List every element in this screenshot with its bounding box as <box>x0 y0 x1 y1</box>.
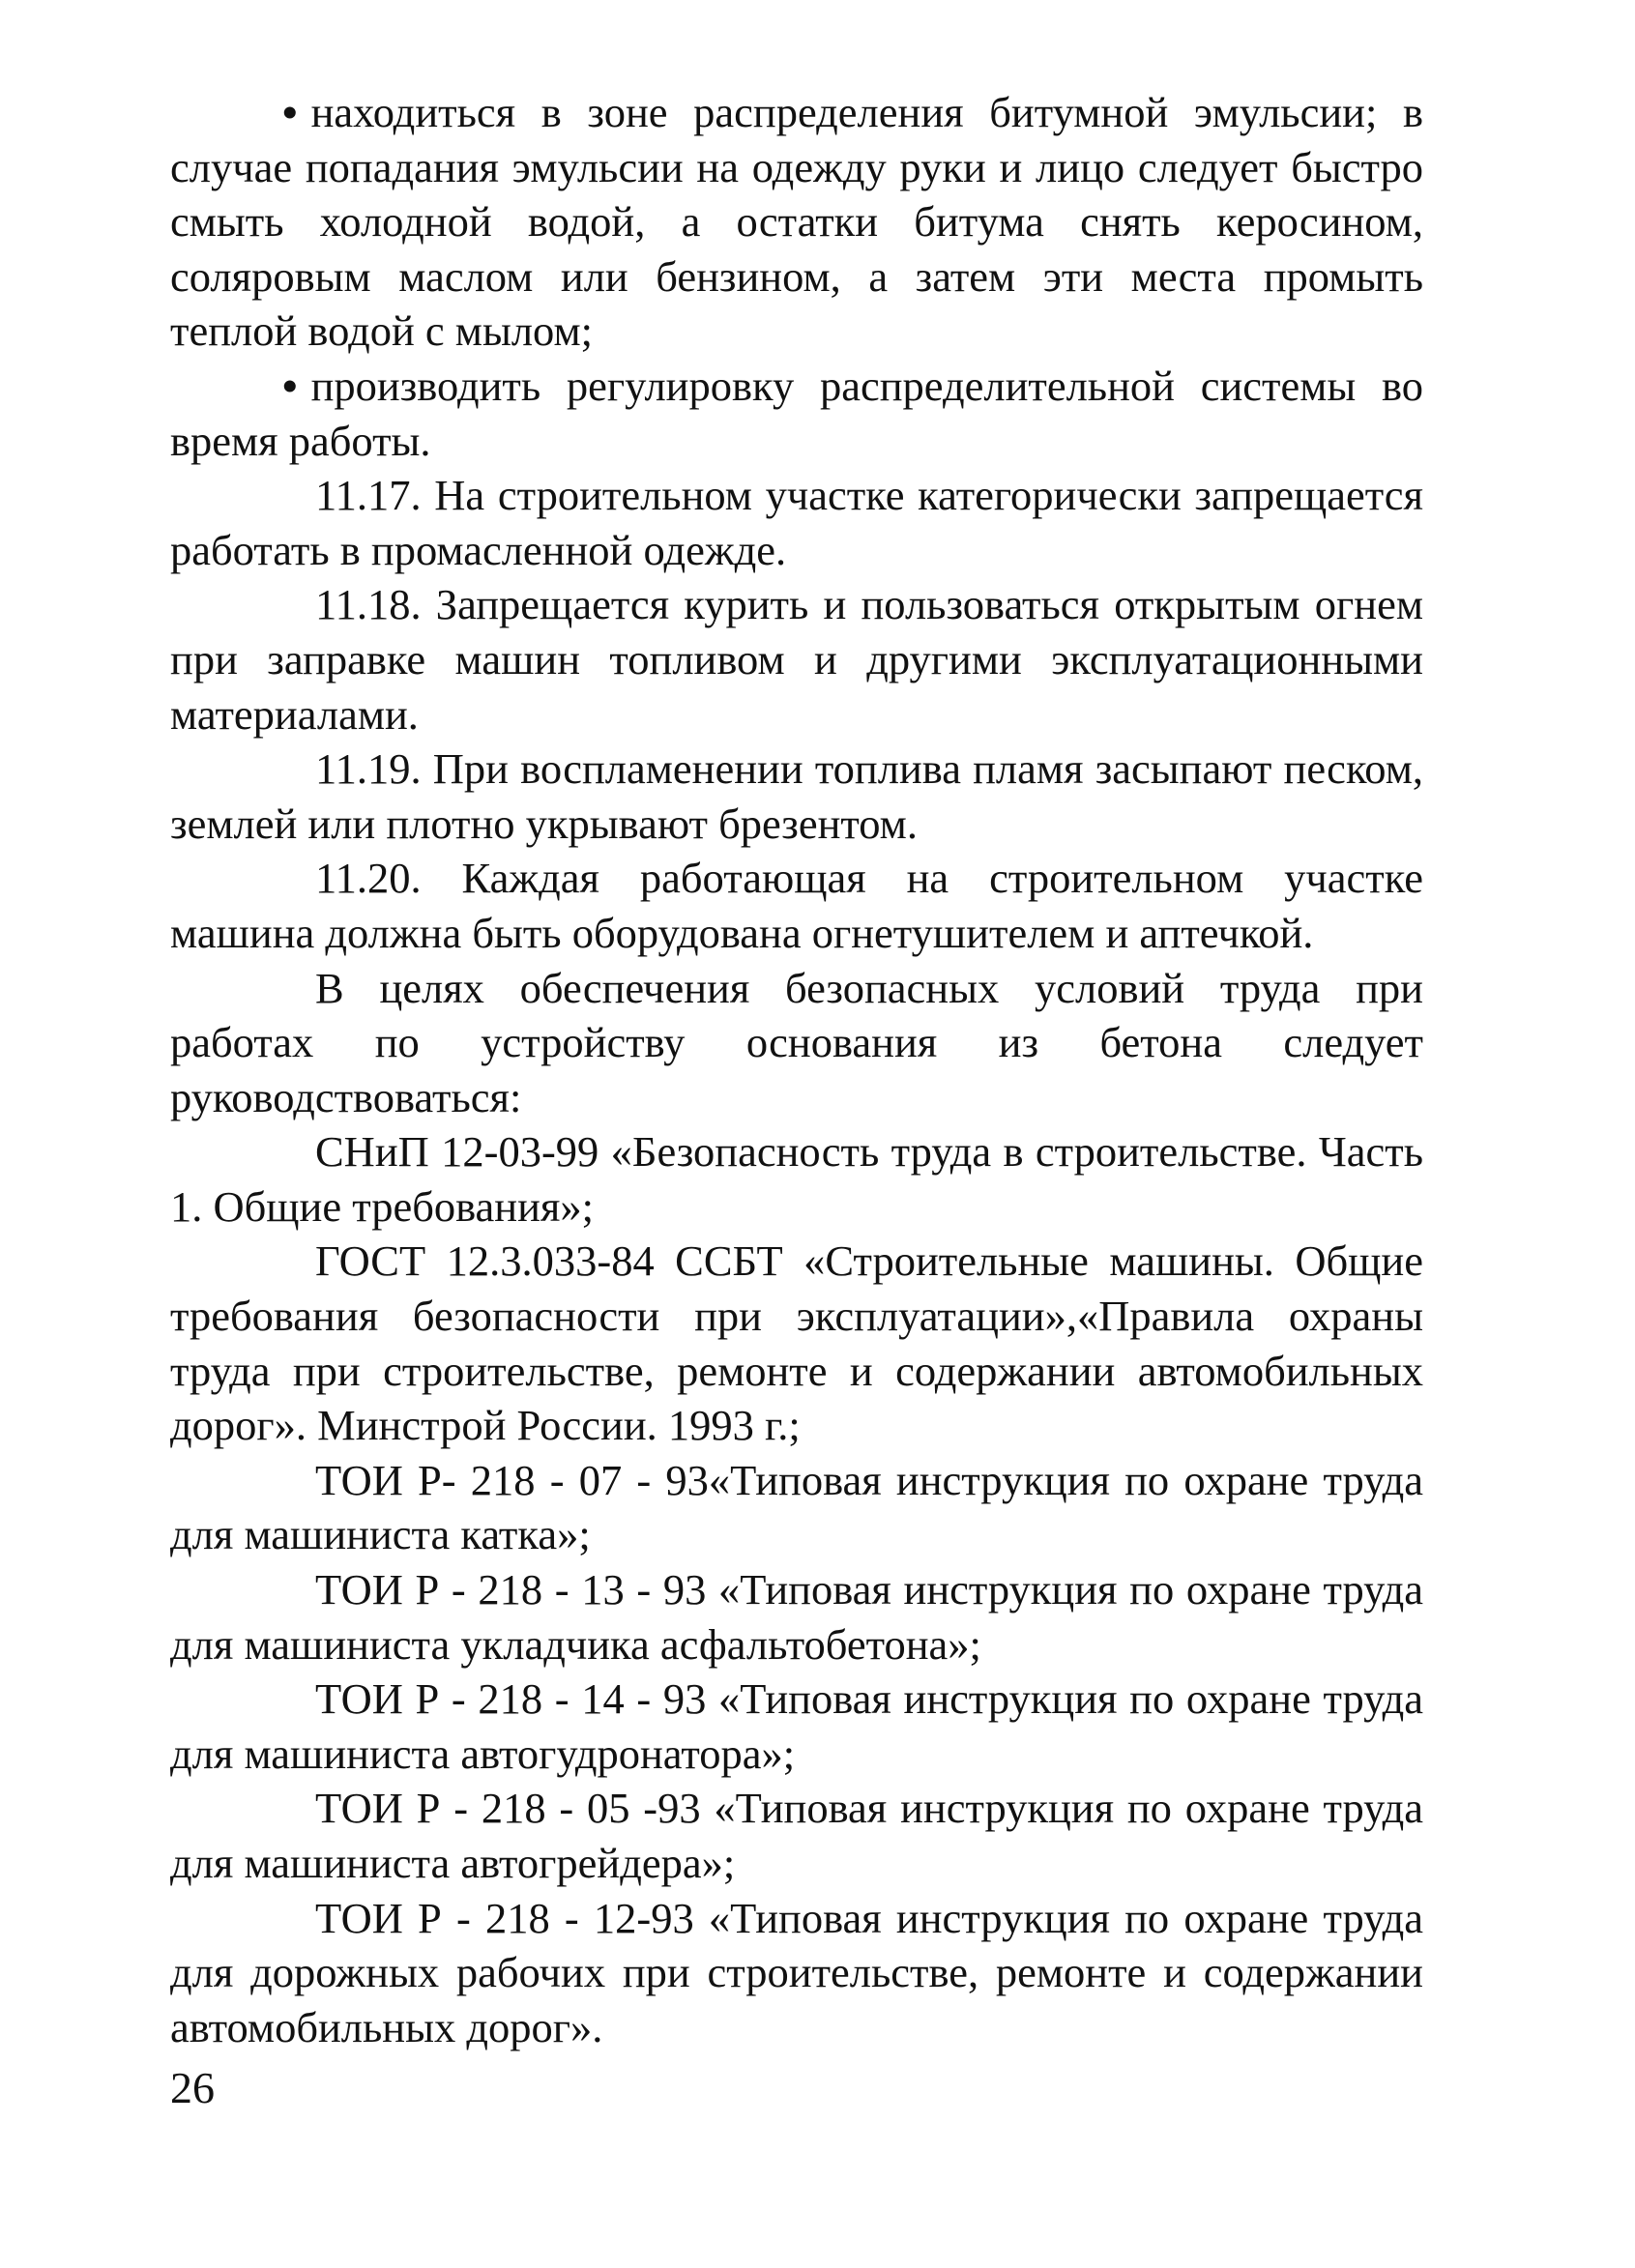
paragraph-11-20: 11.20. Каждая работающая на строительном участке машина должна быть оборудована огнетушителем и аптечкой. <box>170 854 1423 957</box>
page-number: 26 <box>170 2063 215 2112</box>
paragraph-11-18: 11.18. Запрещается курить и пользоваться открытым огнем при заправке машин топливом и другими эксплуатационными материалами. <box>170 580 1423 739</box>
reference-toi-14: ТОИ Р - 218 - 14 - 93 «Типовая инструкция по охране труда для машиниста автогудронатора»; <box>170 1674 1423 1778</box>
reference-toi-07: ТОИ Р- 218 - 07 - 93«Типовая инструкция по охране труда для машиниста катка»; <box>170 1455 1423 1559</box>
reference-snip: СНиП 12-03-99 «Безопасность труда в строительстве. Часть 1. Общие требования»; <box>170 1127 1423 1231</box>
bullet-item-text: находиться в зоне распределения битумной эмульсии; в случае попадания эмульсии на одежду руки и лицо следует быстро смыть холодной водой, а остатки битума снять керосином, соляровым маслом или бензином, а затем эти места промыть теплой водой с мылом; <box>170 88 1423 356</box>
reference-gost: ГОСТ 12.3.033-84 ССБТ «Строительные машины. Общие требования безопасности при эксплуатации»,«Правила охраны труда при строительстве, ремонте и содержании автомобильных дорог». Минстрой России. 1993 г.; <box>170 1236 1423 1450</box>
bullet-marker: • <box>282 361 298 410</box>
reference-toi-12: ТОИ Р - 218 - 12-93 «Типовая инструкция по охране труда для дорожных рабочих при строительстве, ремонте и содержании автомобильных дорог». <box>170 1893 1423 2051</box>
reference-toi-05: ТОИ Р - 218 - 05 -93 «Типовая инструкция по охране труда для машиниста автогрейдера»; <box>170 1784 1423 1887</box>
bullet-item-regulation <box>170 359 1423 468</box>
reference-toi-13: ТОИ Р - 218 - 13 - 93 «Типовая инструкция по охране труда для машиниста укладчика асфальтобетона»; <box>170 1565 1423 1669</box>
paragraph-11-17: 11.17. На строительном участке категорически запрещается работать в промасленной одежде. <box>170 471 1423 574</box>
bullet-item-emulsion <box>170 85 1423 359</box>
paragraph-11-19: 11.19. При воспламенении топлива пламя засыпают песком, землей или плотно укрывают брезентом. <box>170 744 1423 848</box>
bullet-marker: • <box>282 88 298 136</box>
bullet-item-text: производить регулировку распределительной системы во время работы. <box>170 361 1423 465</box>
paragraph-safety-intro: В целях обеспечения безопасных условий труда при работах по устройству основания из бетона следует руководствоваться: <box>170 963 1423 1121</box>
page-body <box>170 85 1423 2054</box>
